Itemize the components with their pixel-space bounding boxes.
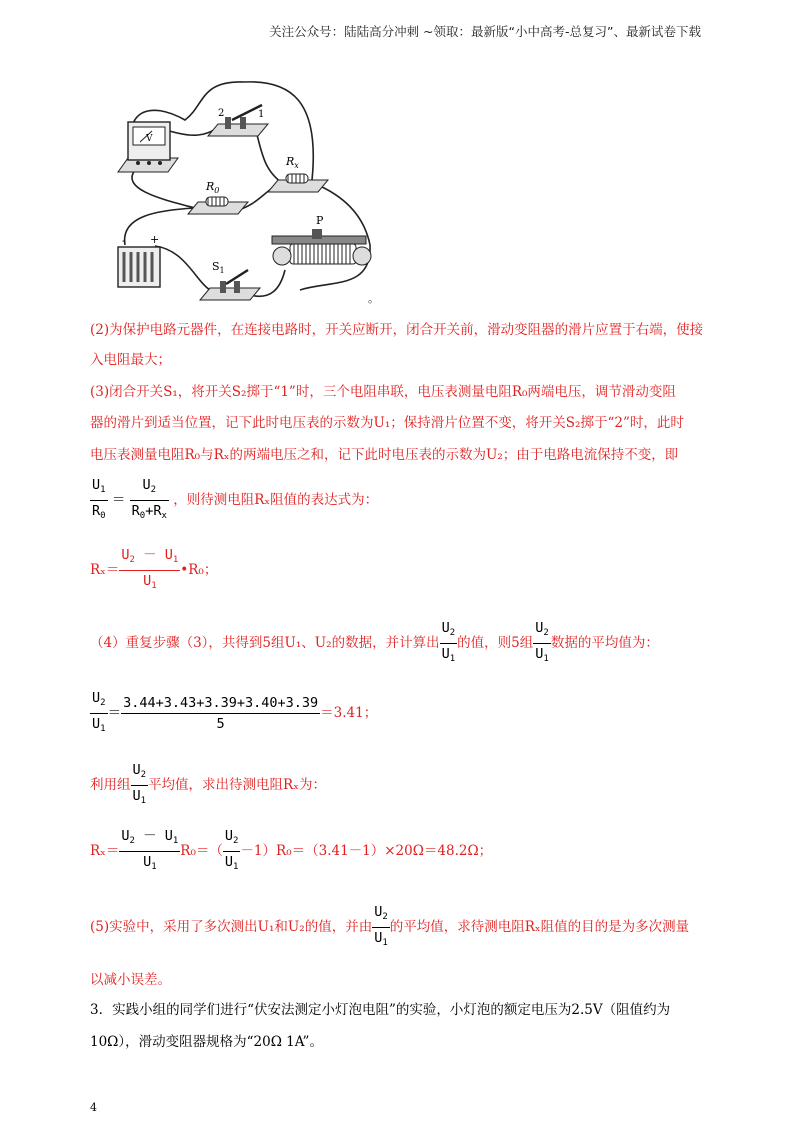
svg-text:-: - (122, 234, 126, 247)
voltmeter (118, 122, 178, 172)
p3-line3: 电压表测量电阻R₀与Rₓ的两端电压之和，记下此时电压表的示数为U₂；由于电路电流保持不变，即 (90, 447, 679, 463)
fraction: $\frac{U_2}{U_1}$ (92, 690, 106, 734)
svg-text:+: + (150, 233, 160, 246)
svg-text:V: V (146, 134, 153, 144)
p2-line1: (2)为保护电路元器件，在连接电路时，开关应断开，闭合开关前，滑动变阻器的滑片应置于右端，使接 (90, 322, 704, 338)
svg-text:S1: $S_1$ (212, 260, 225, 275)
page-number: 4 (90, 1101, 97, 1114)
p5-line1: (5)实验中，采用了多次测出U₁和U₂的值，并由 $\frac{U_2}{U_1}$ 的平均值，求待测电阻Rₓ阻值的目的是为多次测量 (90, 902, 689, 953)
p2-line2: 入电阻最大； (90, 352, 171, 368)
svg-text:R0: $R_0$ (206, 180, 220, 195)
wire (255, 128, 285, 185)
figure-end-mark: 。 (368, 292, 379, 305)
fraction: $\frac{U_2}{U_1}$ (224, 828, 239, 872)
wire (132, 170, 195, 208)
rheostat (272, 214, 371, 265)
battery (118, 233, 160, 287)
svg-text:P: P (316, 214, 324, 227)
svg-text:1: 1 (258, 109, 265, 120)
use-average-line: 利用组 $\frac{U_2}{U_1}$ 平均值，求出待测电阻Rₓ为： (90, 760, 326, 811)
rx-calculation: Rₓ＝ $\frac{U_2 - U_1}{U_1}$ R₀＝（ $\frac{U_2}{U_1}$ －1）R₀＝（3.41－1）×20Ω＝48.2Ω； (90, 826, 492, 877)
wire (155, 246, 210, 290)
ratio-equation: $\frac{U_1}{R_0}$ ＝ $\frac{U_2}{R_0+R_x}$ ，则待测电阻Rₓ阻值的表达式为： (90, 475, 378, 526)
q3-line2: 10Ω），滑动变阻器规格为“20Ω 1A”。 (90, 1034, 323, 1050)
fraction: $\frac{U_1}{R_0}$ (92, 477, 106, 521)
fraction: $\frac{U_2 - U_1}{U_1}$ (121, 828, 179, 872)
fraction: $\frac{U_2}{U_1}$ (441, 620, 456, 664)
switch-s1 (200, 260, 260, 300)
p3-line2: 器的滑片到适当位置，记下此时电压表的示数为U₁；保持滑片位置不变，将开关S₂掷于“2”时，此时 (90, 415, 684, 431)
svg-text:Rx: $R_x$ (286, 155, 299, 170)
svg-text:2: 2 (218, 108, 225, 119)
resistor-r0 (188, 180, 248, 214)
p5-line2: 以减小误差。 (90, 972, 171, 988)
fraction: $\frac{U_2}{U_1}$ (132, 762, 147, 806)
fraction: $\frac{U_2 - U_1}{U_1}$ (121, 547, 179, 591)
p4-line: （4）重复步骤（3），共得到5组U₁、U₂的数据，并计算出 $\frac{U_2}{U_1}$ 的值，则5组 $\frac{U_2}{U_1}$ 数据的平均值为： (90, 618, 659, 669)
wire (125, 208, 195, 245)
resistor-rx (268, 155, 328, 192)
fraction: $\frac{U_2}{U_1}$ (374, 904, 388, 948)
q3-line1: 3．实践小组的同学们进行“伏安法测定小灯泡电阻”的实验，小灯泡的额定电压为2.5V（阻值约为 (90, 1002, 671, 1018)
average-equation: $\frac{U_2}{U_1}$ ＝ $\frac{3.44+3.43+3.39+3.40+3.39}{5}$ ＝3.41； (90, 688, 377, 739)
p3-line1: (3)闭合开关S₁，将开关S₂掷于“1”时，三个电阻串联，电压表测量电阻R₀两端电压，调节滑动变阻 (90, 384, 676, 400)
switch-s2 (208, 105, 268, 136)
fraction: $\frac{3.44+3.43+3.39+3.40+3.39}{5}$ (123, 695, 319, 732)
fraction: $\frac{U_2}{U_1}$ (535, 620, 549, 664)
rx-expression: Rₓ＝ $\frac{U_2 - U_1}{U_1}$ •R₀； (90, 545, 217, 596)
fraction: $\frac{U_2}{R_0+R_x}$ (131, 477, 167, 521)
page-header: 关注公众号：陆陆高分冲刺 ~领取：最新版“小中高考-总复习”、最新试卷下载 (269, 24, 701, 39)
